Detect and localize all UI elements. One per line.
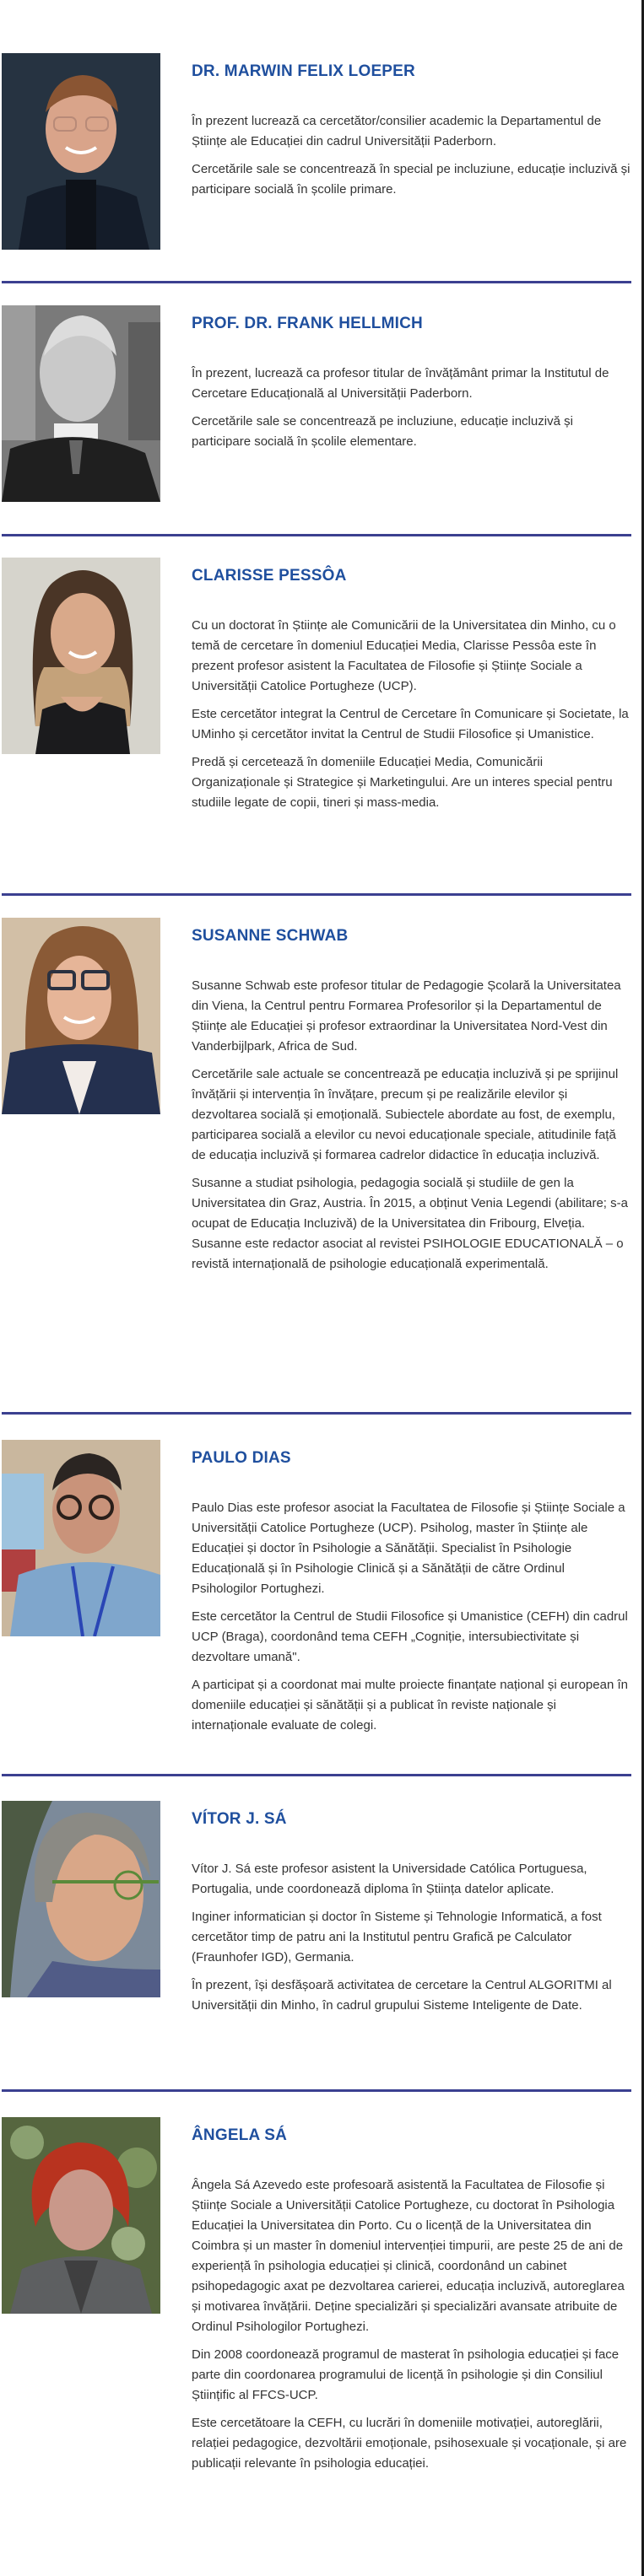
bio-paragraph: A participat și a coordonat mai multe proiecte finanțate național și european în domeniile educației și sănătății și a publicat în reviste naționale și internaționale evaluate de colegi.	[192, 1678, 628, 1733]
member-photo	[2, 558, 160, 754]
portrait-photo-icon	[2, 1801, 160, 1997]
member-bio	[192, 976, 633, 1275]
bio-paragraph: Predă și cercetează în domeniile Educației Media, Comunicării Organizaționale și Strategice și Marketingului. Are un interes special pentru studiile legate de copii, tineri și mass-media.	[192, 755, 613, 810]
bio-paragraph: Din 2008 coordonează programul de masterat în psihologia educației și face parte din coordonarea programului de licență în psihologie și din Consiliul Științific al FFCS-UCP.	[192, 2347, 620, 2402]
member-photo	[2, 53, 160, 250]
member-name: CLARISSE PESSÔA	[192, 567, 347, 585]
portrait-photo-icon	[2, 305, 160, 502]
member-photo	[2, 305, 160, 502]
portrait-photo-icon	[2, 1440, 160, 1636]
member-info	[192, 62, 633, 207]
section-divider	[2, 1412, 631, 1415]
bio-paragraph: Vítor J. Sá este profesor asistent la Universidade Católica Portuguesa, Portugalia, unde coordonează diploma în Știința datelor aplicate.	[192, 1862, 587, 1896]
portrait-photo-icon	[2, 918, 160, 1114]
bio-paragraph: Susanne a studiat psihologia, pedagogia socială și studiile de gen la Universitatea din Graz, Austria. În 2015, a obținut Venia Legendi (abilitare; s-a ocupat de Educația Incluzivă) de la Universitatea din Fribourg, Elveția.	[192, 1176, 628, 1231]
member-bio	[192, 364, 633, 452]
section-divider	[2, 281, 631, 283]
member-name: PAULO DIAS	[192, 1449, 291, 1467]
portrait-photo-icon	[2, 2117, 160, 2314]
section-divider	[2, 1774, 631, 1776]
member-photo	[2, 2117, 160, 2314]
bio-paragraph: Susanne este redactor asociat al revistei PSIHOLOGIE EDUCATIONALĂ – o revistă internațională de psihologie educațională experimentală.	[192, 1237, 624, 1271]
member-info	[192, 314, 633, 460]
member-photo	[2, 1801, 160, 1997]
member-info	[192, 1809, 633, 2024]
member-name: PROF. DR. FRANK HELLMICH	[192, 315, 423, 332]
bio-paragraph: Este cercetător la Centrul de Studii Filosofice și Umanistice (CEFH) din cadrul UCP (Braga), coordonând tema CEFH „Cogniție, intersubiectivitate și dezvoltare umană".	[192, 1609, 628, 1664]
bio-paragraph: În prezent lucrează ca cercetător/consilier academic la Departamentul de Științe ale Educației din cadrul Universității Paderborn.	[192, 114, 602, 148]
portrait-photo-icon	[2, 558, 160, 754]
bio-paragraph: Inginer informatician și doctor în Sisteme și Tehnologie Informatică, a fost cercetător timp de patru ani la Institutul pentru Grafică pe Calculator (Fraunhofer IGD), Germania.	[192, 1910, 602, 1964]
bio-paragraph: În prezent, își desfășoară activitatea de cercetare la Centrul ALGORITMI al Universității din Minho, în cadrul grupului Sisteme Inteligente de Date.	[192, 1978, 612, 2013]
member-name: DR. MARWIN FELIX LOEPER	[192, 62, 415, 80]
member-info	[192, 2126, 633, 2482]
member-info	[192, 926, 633, 1282]
portrait-photo-icon	[2, 53, 160, 250]
member-bio	[192, 111, 633, 200]
bio-paragraph: Cercetările sale se concentrează în special pe incluziune, educație incluzivă și participare socială în școlile primare.	[192, 162, 630, 197]
member-bio	[192, 1498, 633, 1736]
bio-paragraph: Cu un doctorat în Științe ale Comunicării de la Universitatea din Minho, cu o temă de cercetare în domeniul Educației Media, Clarisse Pessôa este în prezent profesor asistent la Facultatea de Filosofie și Științe Sociale a Universității Catolice Portugheze (UCP).	[192, 618, 616, 693]
bio-paragraph: În prezent, lucrează ca profesor titular de învățământ primar la Institutul de Cercetare Educațională al Universității Paderborn.	[192, 366, 609, 401]
member-info	[192, 1448, 633, 1743]
member-bio	[192, 1859, 633, 2016]
member-photo	[2, 918, 160, 1114]
member-photo	[2, 1440, 160, 1636]
bio-paragraph: Este cercetătoare la CEFH, cu lucrări în domeniile motivației, autoreglării, relației pedagogice, dezvoltării emoționale, psihosexuale și vocaționale, și are publicații relevante în psihologia educației.	[192, 2416, 627, 2471]
bio-paragraph: Ângela Sá Azevedo este profesoară asistentă la Facultatea de Filosofie și Științe Sociale a Universității Catolice Portugheze, cu doctorat în Psihologia Educației la Universitatea din Porto. Cu o licență de la Universitatea din Coimbra și un master în domeniul intervenției timpurii, are peste 25 de ani de experiență în psihologia educației și clinică, coordonând un cabinet psihopedagogic axat pe dezvoltarea carierei, educația incluzivă, autoreglarea și motivarea învățării. Deține specializări și specializări avansate atribuite de Ordinul Psihologilor Portughezi.	[192, 2178, 625, 2334]
member-name: SUSANNE SCHWAB	[192, 927, 349, 945]
bio-paragraph: Paulo Dias este profesor asociat la Facultatea de Filosofie și Științe Sociale a Universității Catolice Portugheze (UCP). Psiholog, master în Științe ale Educației și doctor în Psihologie a Sănătății. Specialist în Psihologie Educațională și în Psihologie Clinică și a Sănătății de către Ordinul Psihologilor Portughezi.	[192, 1501, 625, 1596]
bio-paragraph: Cercetările sale actuale se concentrează pe educația incluzivă și pe sprijinul învățării și intervenția în învățare, precum și pe realizările elevilor și dezvoltarea socială și emoțională. Subiectele abordate au fost, de exemplu, participarea socială a elevilor cu nevoi educaționale speciale, atitudinile față de educația incluzivă și formarea cadrelor didactice în educația incluzivă.	[192, 1067, 619, 1162]
section-divider	[2, 893, 631, 896]
section-divider	[2, 2089, 631, 2092]
section-divider	[2, 534, 631, 536]
member-name: ÂNGELA SÁ	[192, 2126, 287, 2144]
bio-paragraph: Susanne Schwab este profesor titular de Pedagogie Școlară la Universitatea din Viena, la Centrul pentru Formarea Profesorilor și la Departamentul de Științe ale Educației și profesor extraordinar la Universitatea Nord-Vest din Vanderbijlpark, Africa de Sud.	[192, 978, 621, 1054]
member-bio	[192, 616, 633, 813]
member-name: VÍTOR J. SÁ	[192, 1810, 287, 1828]
member-bio	[192, 2175, 633, 2474]
bio-paragraph: Cercetările sale se concentrează pe incluziune, educație incluzivă și participare socială în școlile elementare.	[192, 414, 573, 449]
bio-paragraph: Este cercetător integrat la Centrul de Cercetare în Comunicare și Societate, la UMinho și cercetător invitat la Centrul de Studii Filosofice și Umanistice.	[192, 707, 629, 741]
member-info	[192, 566, 633, 821]
